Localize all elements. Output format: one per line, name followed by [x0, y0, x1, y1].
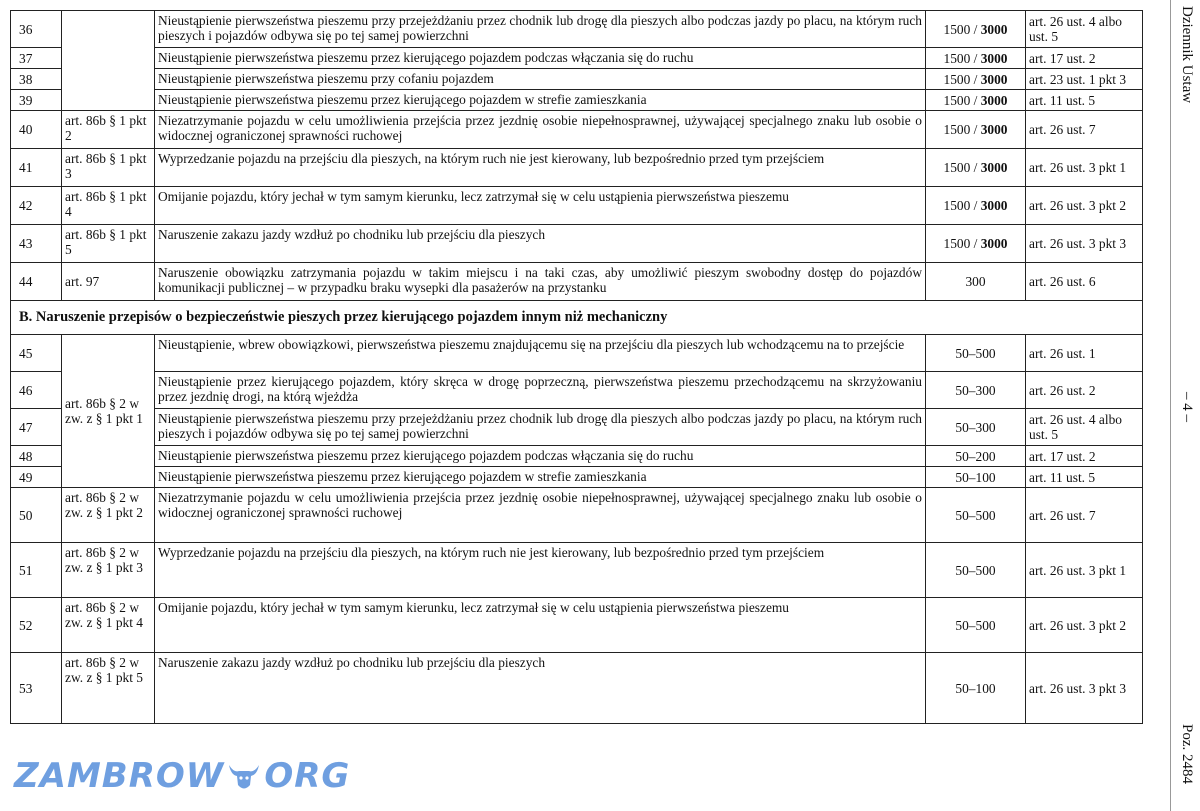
fine-amount: 50–300	[926, 372, 1026, 409]
fine-amount: 50–100	[926, 467, 1026, 488]
regulation-reference: art. 26 ust. 3 pkt 2	[1026, 187, 1143, 225]
fine-amount: 1500 / 3000	[926, 111, 1026, 149]
regulation-reference: art. 11 ust. 5	[1026, 90, 1143, 111]
fine-amount: 1500 / 3000	[926, 225, 1026, 263]
row-number: 50	[11, 488, 62, 543]
legal-basis: art. 86b § 2 w zw. z § 1 pkt 4	[62, 598, 155, 653]
regulation-reference: art. 26 ust. 7	[1026, 111, 1143, 149]
regulation-reference: art. 26 ust. 3 pkt 3	[1026, 225, 1143, 263]
row-number: 45	[11, 335, 62, 372]
offence-description: Wyprzedzanie pojazdu na przejściu dla pieszych, na którym ruch nie jest kierowany, lub bezpośrednio przed tym przejściem	[155, 543, 926, 598]
fine-amount: 1500 / 3000	[926, 11, 1026, 48]
legal-basis: art. 86b § 1 pkt 2	[62, 111, 155, 149]
row-number: 49	[11, 467, 62, 488]
offence-description: Nieustąpienie pierwszeństwa pieszemu przez kierującego pojazdem podczas włączania się do ruchu	[155, 48, 926, 69]
table-row	[11, 598, 1143, 653]
regulation-reference: art. 26 ust. 4 albo ust. 5	[1026, 11, 1143, 48]
regulation-reference: art. 11 ust. 5	[1026, 467, 1143, 488]
row-number: 43	[11, 225, 62, 263]
table-row	[11, 90, 1143, 111]
row-number: 36	[11, 11, 62, 48]
regulation-reference: art. 26 ust. 3 pkt 1	[1026, 543, 1143, 598]
offence-description: Nieustąpienie pierwszeństwa pieszemu przez kierującego pojazdem podczas włączania się do ruchu	[155, 446, 926, 467]
row-number: 51	[11, 543, 62, 598]
regulation-reference: art. 17 ust. 2	[1026, 446, 1143, 467]
row-number: 53	[11, 653, 62, 724]
table-row	[11, 335, 1143, 372]
table-row	[11, 446, 1143, 467]
regulation-reference: art. 26 ust. 6	[1026, 263, 1143, 301]
regulation-reference: art. 26 ust. 4 albo ust. 5	[1026, 409, 1143, 446]
fine-amount: 1500 / 3000	[926, 90, 1026, 111]
table-row	[11, 467, 1143, 488]
regulation-reference: art. 17 ust. 2	[1026, 48, 1143, 69]
fine-amount: 50–500	[926, 488, 1026, 543]
offence-description: Niezatrzymanie pojazdu w celu umożliwienia przejścia przez jezdnię osobie niepełnosprawnej, używającej specjalnego znaku lub osobie o widocznej ograniczonej sprawności ruchowej	[155, 111, 926, 149]
table-row	[11, 11, 1143, 48]
offence-description: Omijanie pojazdu, który jechał w tym samym kierunku, lecz zatrzymał się w celu ustąpienia pierwszeństwa pieszemu	[155, 187, 926, 225]
legal-basis: art. 86b § 2 w zw. z § 1 pkt 2	[62, 488, 155, 543]
page-side-header	[1170, 0, 1200, 811]
regulation-reference: art. 26 ust. 3 pkt 2	[1026, 598, 1143, 653]
table-row	[11, 263, 1143, 301]
fine-amount: 1500 / 3000	[926, 187, 1026, 225]
offence-description: Nieustąpienie przez kierującego pojazdem, który skręca w drogę poprzeczną, pierwszeństwa pieszemu przechodzącemu na skrzyżowaniu przez jezdnię drogi, na którą wjeżdża	[155, 372, 926, 409]
fine-amount: 50–500	[926, 335, 1026, 372]
bull-head-icon	[226, 759, 262, 793]
position-number: Poz. 2484	[1179, 724, 1195, 784]
legal-basis: art. 86b § 1 pkt 5	[62, 225, 155, 263]
offence-description: Naruszenie obowiązku zatrzymania pojazdu w takim miejscu i na taki czas, aby umożliwić pieszym swobodny dostęp do pojazdów komunikacji publicznej – w przypadku braku wysepki dla pasażerów na przystanku	[155, 263, 926, 301]
logo-text-left: ZAMBROW	[14, 756, 225, 796]
offence-description: Nieustąpienie pierwszeństwa pieszemu przy przejeżdżaniu przez chodnik lub drogę dla pieszych albo podczas jazdy po placu, na którym ruch pieszych i pojazdów odbywa się po tej samej powierzchni	[155, 409, 926, 446]
offence-description: Omijanie pojazdu, który jechał w tym samym kierunku, lecz zatrzymał się w celu ustąpienia pierwszeństwa pieszemu	[155, 598, 926, 653]
section-heading-row	[11, 301, 1143, 335]
page-number: – 4 –	[1179, 392, 1195, 422]
regulation-reference: art. 26 ust. 2	[1026, 372, 1143, 409]
row-number: 52	[11, 598, 62, 653]
table-row	[11, 149, 1143, 187]
fine-amount: 1500 / 3000	[926, 48, 1026, 69]
regulation-reference: art. 23 ust. 1 pkt 3	[1026, 69, 1143, 90]
row-number: 47	[11, 409, 62, 446]
fine-amount: 50–300	[926, 409, 1026, 446]
fine-amount: 50–500	[926, 598, 1026, 653]
regulation-reference: art. 26 ust. 3 pkt 1	[1026, 149, 1143, 187]
row-number: 48	[11, 446, 62, 467]
row-number: 41	[11, 149, 62, 187]
table-row	[11, 488, 1143, 543]
legal-basis: art. 86b § 2 w zw. z § 1 pkt 5	[62, 653, 155, 724]
offence-description: Nieustąpienie pierwszeństwa pieszemu przy przejeżdżaniu przez chodnik lub drogę dla pieszych albo podczas jazdy po placu, na którym ruch pieszych i pojazdów odbywa się po tej samej powierzchni	[155, 11, 926, 48]
table-row	[11, 111, 1143, 149]
legal-basis: art. 86b § 1 pkt 4	[62, 187, 155, 225]
fine-amount: 50–500	[926, 543, 1026, 598]
watermark-logo	[14, 752, 350, 800]
legal-basis: art. 86b § 2 w zw. z § 1 pkt 1	[62, 335, 155, 488]
row-number: 39	[11, 90, 62, 111]
row-number: 46	[11, 372, 62, 409]
fine-amount: 300	[926, 263, 1026, 301]
journal-title: Dziennik Ustaw	[1179, 6, 1195, 104]
legal-basis: art. 86b § 2 w zw. z § 1 pkt 3	[62, 543, 155, 598]
table-row	[11, 543, 1143, 598]
table-row	[11, 409, 1143, 446]
row-number: 40	[11, 111, 62, 149]
row-number: 44	[11, 263, 62, 301]
row-number: 38	[11, 69, 62, 90]
offence-description: Nieustąpienie, wbrew obowiązkowi, pierwszeństwa pieszemu znajdującemu się na przejściu dla pieszych lub wchodzącemu na to przejście	[155, 335, 926, 372]
regulation-reference: art. 26 ust. 7	[1026, 488, 1143, 543]
regulation-reference: art. 26 ust. 3 pkt 3	[1026, 653, 1143, 724]
table-row	[11, 187, 1143, 225]
regulation-reference: art. 26 ust. 1	[1026, 335, 1143, 372]
table-row	[11, 69, 1143, 90]
offence-description: Nieustąpienie pierwszeństwa pieszemu przez kierującego pojazdem w strefie zamieszkania	[155, 467, 926, 488]
row-number: 37	[11, 48, 62, 69]
legal-basis: art. 97	[62, 263, 155, 301]
logo-text-right: ORG	[264, 756, 351, 796]
fine-amount: 50–100	[926, 653, 1026, 724]
table-row	[11, 372, 1143, 409]
offence-description: Nieustąpienie pierwszeństwa pieszemu przez kierującego pojazdem w strefie zamieszkania	[155, 90, 926, 111]
table-row	[11, 225, 1143, 263]
section-heading: B. Naruszenie przepisów o bezpieczeństwie pieszych przez kierującego pojazdem innym niż mechaniczny	[11, 301, 1143, 335]
fine-amount: 1500 / 3000	[926, 69, 1026, 90]
offence-description: Wyprzedzanie pojazdu na przejściu dla pieszych, na którym ruch nie jest kierowany, lub bezpośrednio przed tym przejściem	[155, 149, 926, 187]
row-number: 42	[11, 187, 62, 225]
offence-description: Niezatrzymanie pojazdu w celu umożliwienia przejścia przez jezdnię osobie niepełnosprawnej, używającej specjalnego znaku lub osobie o widocznej ograniczonej sprawności ruchowej	[155, 488, 926, 543]
legal-basis: art. 86b § 1 pkt 3	[62, 149, 155, 187]
offence-description: Nieustąpienie pierwszeństwa pieszemu przy cofaniu pojazdem	[155, 69, 926, 90]
table-row	[11, 48, 1143, 69]
fine-amount: 50–200	[926, 446, 1026, 467]
legal-basis-cell	[62, 11, 155, 111]
fine-amount: 1500 / 3000	[926, 149, 1026, 187]
table-row	[11, 653, 1143, 724]
offence-description: Naruszenie zakazu jazdy wzdłuż po chodniku lub przejściu dla pieszych	[155, 225, 926, 263]
penalty-table	[10, 10, 1143, 724]
offence-description: Naruszenie zakazu jazdy wzdłuż po chodniku lub przejściu dla pieszych	[155, 653, 926, 724]
